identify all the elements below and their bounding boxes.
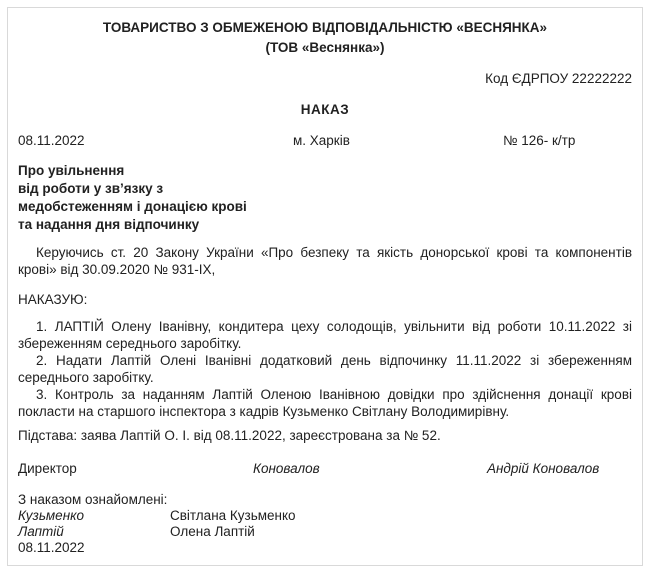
edrpou-code: Код ЄДРПОУ 22222222 bbox=[485, 71, 632, 86]
subject-block bbox=[18, 162, 632, 234]
order-word: НАКАЗУЮ: bbox=[18, 292, 88, 307]
order-number: № 126- к/тр bbox=[503, 133, 576, 148]
preamble-paragraph: Керуючись ст. 20 Закону України «Про безпеку та якість донорської крові та компонентів крові» від 30.09.2020 № 931-IX, bbox=[18, 245, 632, 277]
order-items bbox=[18, 318, 632, 420]
meta-row bbox=[18, 132, 632, 149]
acknowledgement-label: З наказом ознайомлені: bbox=[18, 492, 168, 507]
order-item-2: 2. Надати Лаптій Олені Іванівні додатковий день відпочинку 11.11.2022 зі збереженням середнього заробітку. bbox=[18, 353, 632, 385]
subject-line-3: медобстеженням і донацією крові bbox=[18, 199, 247, 214]
acknowledgement-row bbox=[18, 524, 632, 540]
document-page bbox=[7, 7, 643, 566]
basis-line: Підстава: заява Лаптій О. І. від 08.11.2022, зареєстрована за № 52. bbox=[18, 428, 441, 443]
document-title: НАКАЗ bbox=[300, 102, 350, 117]
acknowledgement-date: 08.11.2022 bbox=[18, 540, 85, 555]
ack-signature-2: Лаптій bbox=[18, 524, 64, 539]
acknowledgement-block bbox=[18, 491, 632, 556]
signer-signature: Коновалов bbox=[253, 461, 320, 476]
order-date: 08.11.2022 bbox=[18, 133, 85, 148]
company-name-short: (ТОВ «Веснянка») bbox=[265, 40, 385, 55]
ack-name-1: Світлана Кузьменко bbox=[170, 508, 296, 523]
order-item-1: 1. ЛАПТІЙ Олену Іванівну, кондитера цеху солодощів, увільнити від роботи 10.11.2022 зі збереженням середнього заробітку. bbox=[18, 319, 632, 351]
ack-name-2: Олена Лаптій bbox=[170, 524, 255, 539]
subject-line-1: Про увільнення bbox=[18, 163, 125, 178]
company-name-full: ТОВАРИСТВО З ОБМЕЖЕНОЮ ВІДПОВІДАЛЬНІСТЮ «ВЕСНЯНКА» bbox=[102, 20, 548, 35]
signer-position: Директор bbox=[18, 461, 77, 476]
order-item-3: 3. Контроль за наданням Лаптій Оленою Іванівною довідки про здійснення донації крові покласти на старшого інспектора з кадрів Кузьменко Світлану Володимирівну. bbox=[18, 387, 632, 419]
signer-full-name: Андрій Коновалов bbox=[487, 461, 600, 476]
subject-line-2: від роботи у зв’язку з bbox=[18, 181, 164, 196]
director-signature-row bbox=[18, 460, 632, 477]
order-city: м. Харків bbox=[293, 133, 350, 148]
ack-signature-1: Кузьменко bbox=[18, 508, 85, 523]
acknowledgement-row bbox=[18, 508, 632, 524]
subject-line-4: та надання дня відпочинку bbox=[18, 217, 200, 232]
